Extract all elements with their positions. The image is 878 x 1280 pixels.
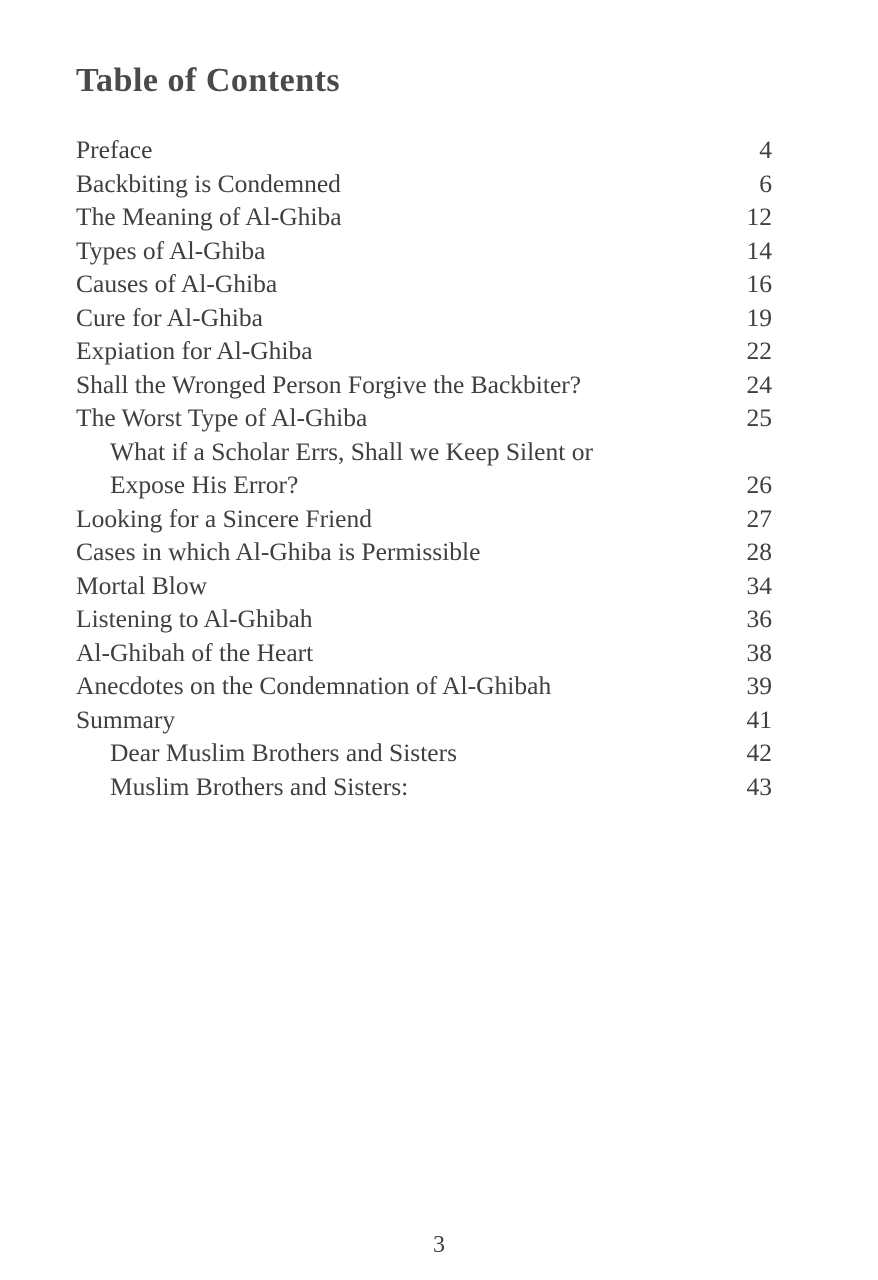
toc-entry-page-number: 41 <box>746 704 772 734</box>
toc-entry-page-number: 36 <box>746 604 772 633</box>
toc-entry[interactable] <box>76 167 772 201</box>
toc-entry-label: Anecdotes on the Condemnation of Al-Ghibah <box>76 671 552 700</box>
toc-entry-label: Types of Al-Ghiba <box>76 235 266 265</box>
toc-entry-label: The Worst Type of Al-Ghiba <box>76 403 368 432</box>
toc-entry[interactable] <box>76 703 772 737</box>
toc-entry-label: Expiation for Al-Ghiba <box>76 336 313 365</box>
toc-entry-label: Summary <box>76 704 176 734</box>
toc-entry-label: Muslim Brothers and Sisters: <box>110 771 409 801</box>
toc-entry-label: Shall the Wronged Person Forgive the Backbiter? <box>76 369 582 399</box>
toc-entry[interactable] <box>76 133 772 167</box>
toc-entry-line2 <box>76 468 772 502</box>
toc-entry-label: What if a Scholar Errs, Shall we Keep Silent or <box>110 436 593 466</box>
page-title: Table of Contents <box>76 62 341 99</box>
toc-entry-label: Preface <box>76 135 153 164</box>
toc-entry[interactable] <box>76 368 772 402</box>
toc-entry[interactable] <box>76 636 772 670</box>
toc-entry-page-number: 39 <box>746 671 772 700</box>
toc-entry-label: The Meaning of Al-Ghiba <box>76 202 342 231</box>
toc-entry[interactable] <box>76 669 772 703</box>
toc-entry-page-number: 6 <box>759 168 772 198</box>
toc-entry-label: Dear Muslim Brothers and Sisters <box>110 738 458 767</box>
toc-entry[interactable] <box>76 502 772 536</box>
toc-entry-label: Causes of Al-Ghiba <box>76 269 278 298</box>
toc-entry[interactable] <box>76 267 772 301</box>
toc-entry[interactable] <box>76 301 772 335</box>
toc-entry-page-number: 22 <box>746 336 772 365</box>
toc-entry-label: Al-Ghibah of the Heart <box>76 637 314 667</box>
toc-entry[interactable] <box>76 736 772 770</box>
toc-entry-page-number: 19 <box>746 302 772 332</box>
toc-entry-label: Looking for a Sincere Friend <box>76 503 373 533</box>
toc-entry-page-number: 43 <box>746 771 772 801</box>
toc-entry[interactable] <box>76 435 772 502</box>
toc-entry[interactable] <box>76 234 772 268</box>
toc-entry-label: Cases in which Al-Ghiba is Permissible <box>76 537 481 566</box>
toc-entry-label: Backbiting is Condemned <box>76 168 341 198</box>
toc-entry-page-number: 4 <box>759 135 772 164</box>
toc-entry-page-number: 12 <box>746 202 772 231</box>
toc-entry-page-number: 34 <box>746 570 772 600</box>
table-of-contents-list <box>76 133 772 803</box>
toc-entry[interactable] <box>76 770 772 804</box>
toc-entry[interactable] <box>76 401 772 435</box>
toc-entry-page-number: 25 <box>746 403 772 432</box>
toc-entry-page-number: 42 <box>746 738 772 767</box>
toc-entry-page-number: 28 <box>746 537 772 566</box>
toc-entry-label-continued: Expose His Error? <box>110 470 299 499</box>
toc-entry-page-number: 27 <box>746 503 772 533</box>
toc-entry-page-number: 14 <box>746 235 772 265</box>
toc-entry-label: Cure for Al-Ghiba <box>76 302 263 332</box>
toc-entry-page-number: 24 <box>746 369 772 399</box>
toc-entry[interactable] <box>76 602 772 636</box>
toc-entry-page-number: 26 <box>746 470 772 499</box>
toc-entry[interactable] <box>76 569 772 603</box>
toc-entry-label: Mortal Blow <box>76 570 208 600</box>
toc-entry[interactable] <box>76 200 772 234</box>
toc-entry-label: Listening to Al-Ghibah <box>76 604 313 633</box>
toc-entry[interactable] <box>76 334 772 368</box>
toc-entry-page-number: 38 <box>746 637 772 667</box>
page-number-folio: 3 <box>433 1232 445 1258</box>
toc-entry-page-number: 16 <box>746 269 772 298</box>
toc-entry[interactable] <box>76 535 772 569</box>
